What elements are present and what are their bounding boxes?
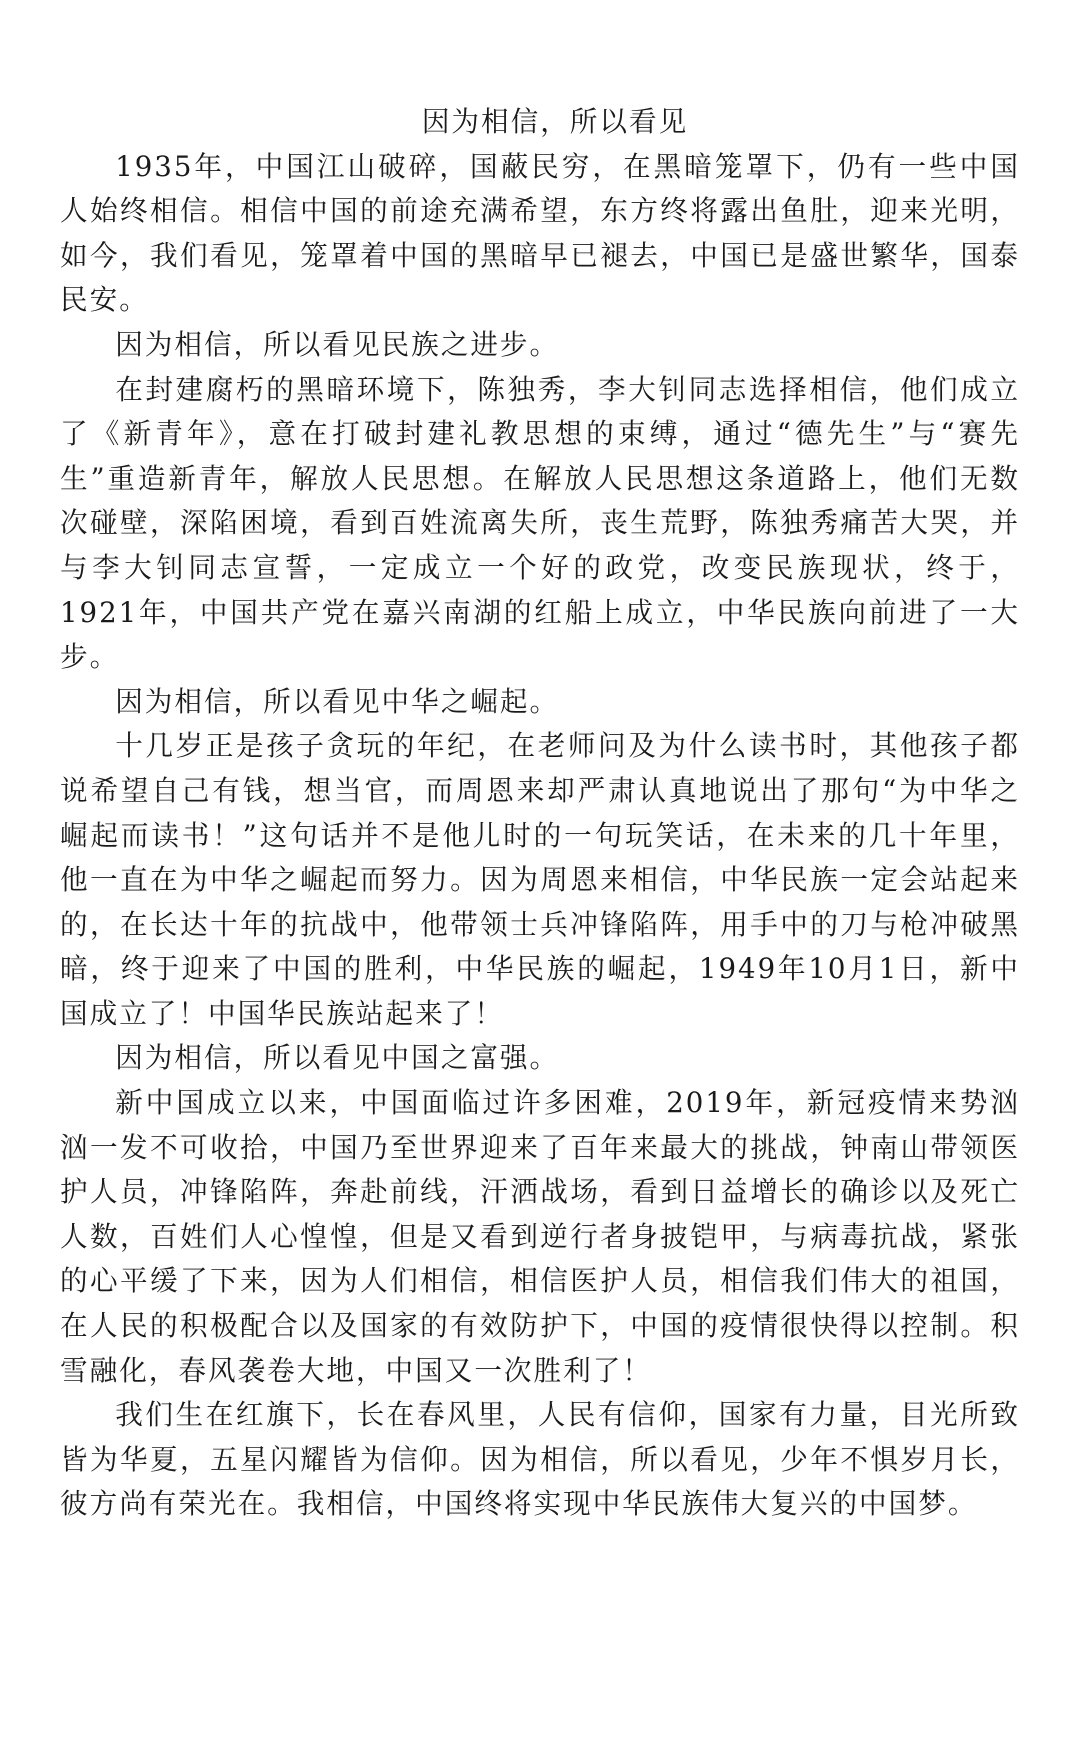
essay-paragraph: 1935年，中国江山破碎，国蔽民穷，在黑暗笼罩下，仍有一些中国人始终相信。相信中国的前途充满希望，东方终将露出鱼肚，迎来光明，如今，我们看见，笼罩着中国的黑暗早已褪去，中国已是盛世繁华，国泰民安。 [60,149,1020,317]
essay-paragraph: 因为相信，所以看见中华之崛起。 [115,684,560,718]
essay-paragraph: 因为相信，所以看见中国之富强。 [115,1041,560,1075]
essay-paragraph: 十几岁正是孩子贪玩的年纪，在老师问及为什么读书时，其他孩子都说希望自己有钱，想当官，而周恩来却严肃认真地说出了那句“为中华之崛起而读书！”这句话并不是他儿时的一句玩笑话，在未来的几十年里，他一直在为中华之崛起而努力。因为周恩来相信，中华民族一定会站起来的，在长达十年的抗战中，他带领士兵冲锋陷阵，用手中的刀与枪冲破黑暗，终于迎来了中国的胜利，中华民族的崛起，1949年10月1日，新中国成立了！中国华民族站起来了！ [60,729,1020,1030]
essay-paragraph: 在封建腐朽的黑暗环境下，陈独秀，李大钊同志选择相信，他们成立了《新青年》，意在打破封建礼教思想的束缚，通过“德先生”与“赛先生”重造新青年，解放人民思想。在解放人民思想这条道路上，他们无数次碰壁，深陷困境，看到百姓流离失所，丧生荒野，陈独秀痛苦大哭，并与李大钊同志宣誓，一定成立一个好的政党，改变民族现状，终于，1921年，中国共产党在嘉兴南湖的红船上成立，中华民族向前进了一大步。 [60,372,1020,674]
essay-paragraph: 我们生在红旗下，长在春风里，人民有信仰，国家有力量，目光所致皆为华夏，五星闪耀皆为信仰。因为相信，所以看见，少年不惧岁月长，彼方尚有荣光在。我相信，中国终将实现中华民族伟大复兴的中国梦。 [60,1398,1020,1521]
essay-body [60,100,1020,1527]
essay-title: 因为相信，所以看见 [421,105,689,138]
essay-paragraph: 因为相信，所以看见民族之进步。 [115,327,560,361]
essay-paragraph: 新中国成立以来，中国面临过许多困难，2019年，新冠疫情来势汹汹一发不可收拾，中国乃至世界迎来了百年来最大的挑战，钟南山带领医护人员，冲锋陷阵，奔赴前线，汗洒战场，看到日益增长的确诊以及死亡人数，百姓们人心惶惶，但是又看到逆行者身披铠甲，与病毒抗战，紧张的心平缓了下来，因为人们相信，相信医护人员，相信我们伟大的祖国，在人民的积极配合以及国家的有效防护下，中国的疫情很快得以控制。积雪融化，春风袭卷大地，中国又一次胜利了！ [60,1086,1020,1387]
